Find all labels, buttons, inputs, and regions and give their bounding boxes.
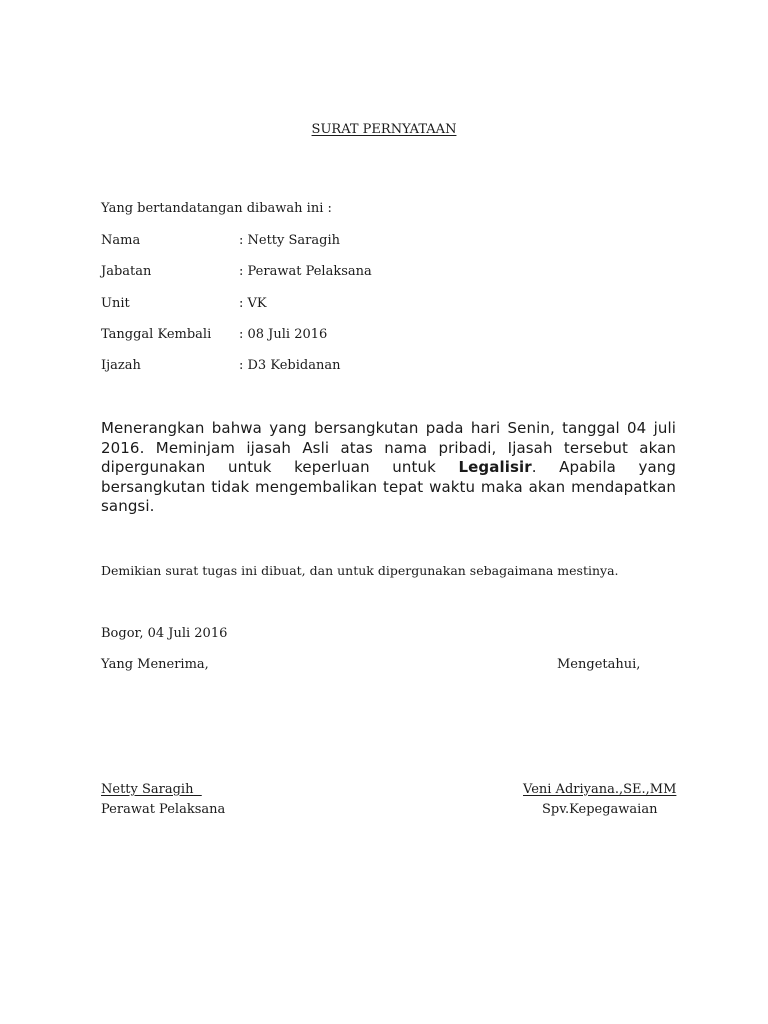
field-label-tanggal-kembali: Tanggal Kembali <box>101 327 212 342</box>
paragraph-bold-term: Legalisir <box>458 458 532 476</box>
statement-paragraph <box>101 419 676 517</box>
left-signature-heading: Yang Menerima, <box>101 657 209 672</box>
left-signatory-name: Netty Saragih <box>101 782 194 797</box>
field-label-jabatan: Jabatan <box>101 264 152 279</box>
right-signatory-name: Veni Adriyana.,SE.,MM <box>523 782 677 797</box>
field-label-unit: Unit <box>101 296 130 311</box>
right-signature-heading: Mengetahui, <box>557 657 641 672</box>
right-signatory-position: Spv.Kepegawaian <box>542 802 658 817</box>
field-label-ijazah: Ijazah <box>101 358 141 373</box>
field-label-nama: Nama <box>101 233 141 248</box>
closing-text: Demikian surat tugas ini dibuat, dan untuk dipergunakan sebagaimana mestinya. <box>101 563 619 578</box>
document-title: SURAT PERNYATAAN <box>311 122 457 137</box>
field-value-ijazah: : D3 Kebidanan <box>239 358 341 373</box>
field-value-nama: : Netty Saragih <box>239 233 340 248</box>
paragraph-text-end: . Apabila yang bersangkutan tidak mengembalikan tepat waktu maka akan mendapatkan sangsi. <box>101 458 676 515</box>
field-value-unit: : VK <box>239 296 267 311</box>
intro-text: Yang bertandatangan dibawah ini : <box>101 201 332 216</box>
paragraph-text-start: Menerangkan bahwa yang bersangkutan pada hari Senin, tanggal 04 juli 2016. Meminjam ijasah Asli atas nama pribadi, Ijasah tersebut akan dipergunakan untuk keperluan untuk <box>101 419 676 476</box>
left-signatory-position: Perawat Pelaksana <box>101 802 226 817</box>
field-value-tanggal-kembali: : 08 Juli 2016 <box>239 327 328 342</box>
field-value-jabatan: : Perawat Pelaksana <box>239 264 372 279</box>
place-date: Bogor, 04 Juli 2016 <box>101 626 228 641</box>
